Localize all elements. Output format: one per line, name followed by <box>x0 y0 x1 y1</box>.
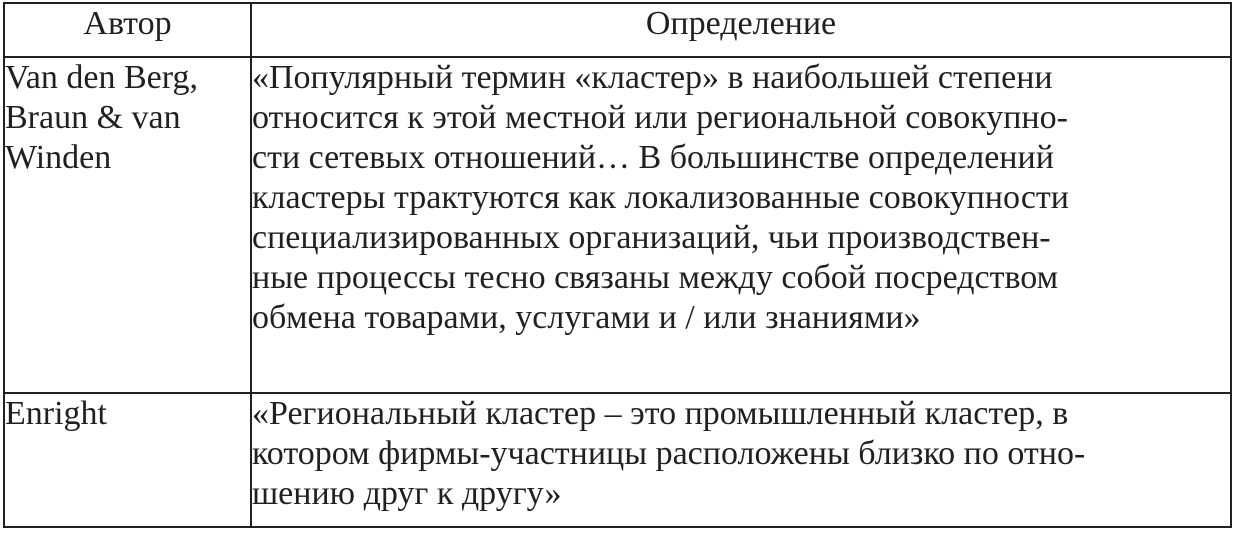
definitions-table <box>3 2 1232 528</box>
definition-line: относится к этой местной или региональной совокупно- <box>252 99 1068 136</box>
definition-line: «Региональный кластер – это промышленный кластер, в <box>252 395 1069 432</box>
author-cell <box>4 57 251 393</box>
author-line: Braun & van <box>5 99 181 136</box>
table-row <box>4 57 1231 393</box>
table-row <box>4 393 1231 527</box>
definition-line: сти сетевых отношений… В большинстве определений <box>252 139 1054 176</box>
definition-cell <box>251 57 1231 393</box>
definition-line: котором фирмы-участницы расположены близко по отно- <box>252 435 1086 472</box>
definition-line: шению друг к другу» <box>252 475 562 512</box>
definition-line: кластеры трактуются как локализованные совокупности <box>252 179 1069 216</box>
header-author: Автор <box>4 3 251 57</box>
header-row <box>4 3 1231 57</box>
definition-line: обмена товарами, услугами и / или знаниями» <box>252 299 921 336</box>
author-line: Enright <box>5 395 107 432</box>
definition-line: ные процессы тесно связаны между собой посредством <box>252 259 1059 296</box>
definition-line: «Популярный термин «кластер» в наибольшей степени <box>252 59 1053 96</box>
definition-cell <box>251 393 1231 527</box>
author-line: Van den Berg, <box>5 59 198 96</box>
author-cell <box>4 393 251 527</box>
header-definition: Определение <box>251 3 1231 57</box>
author-line: Winden <box>5 139 112 176</box>
definition-line: специализированных организаций, чьи производствен- <box>252 219 1051 256</box>
